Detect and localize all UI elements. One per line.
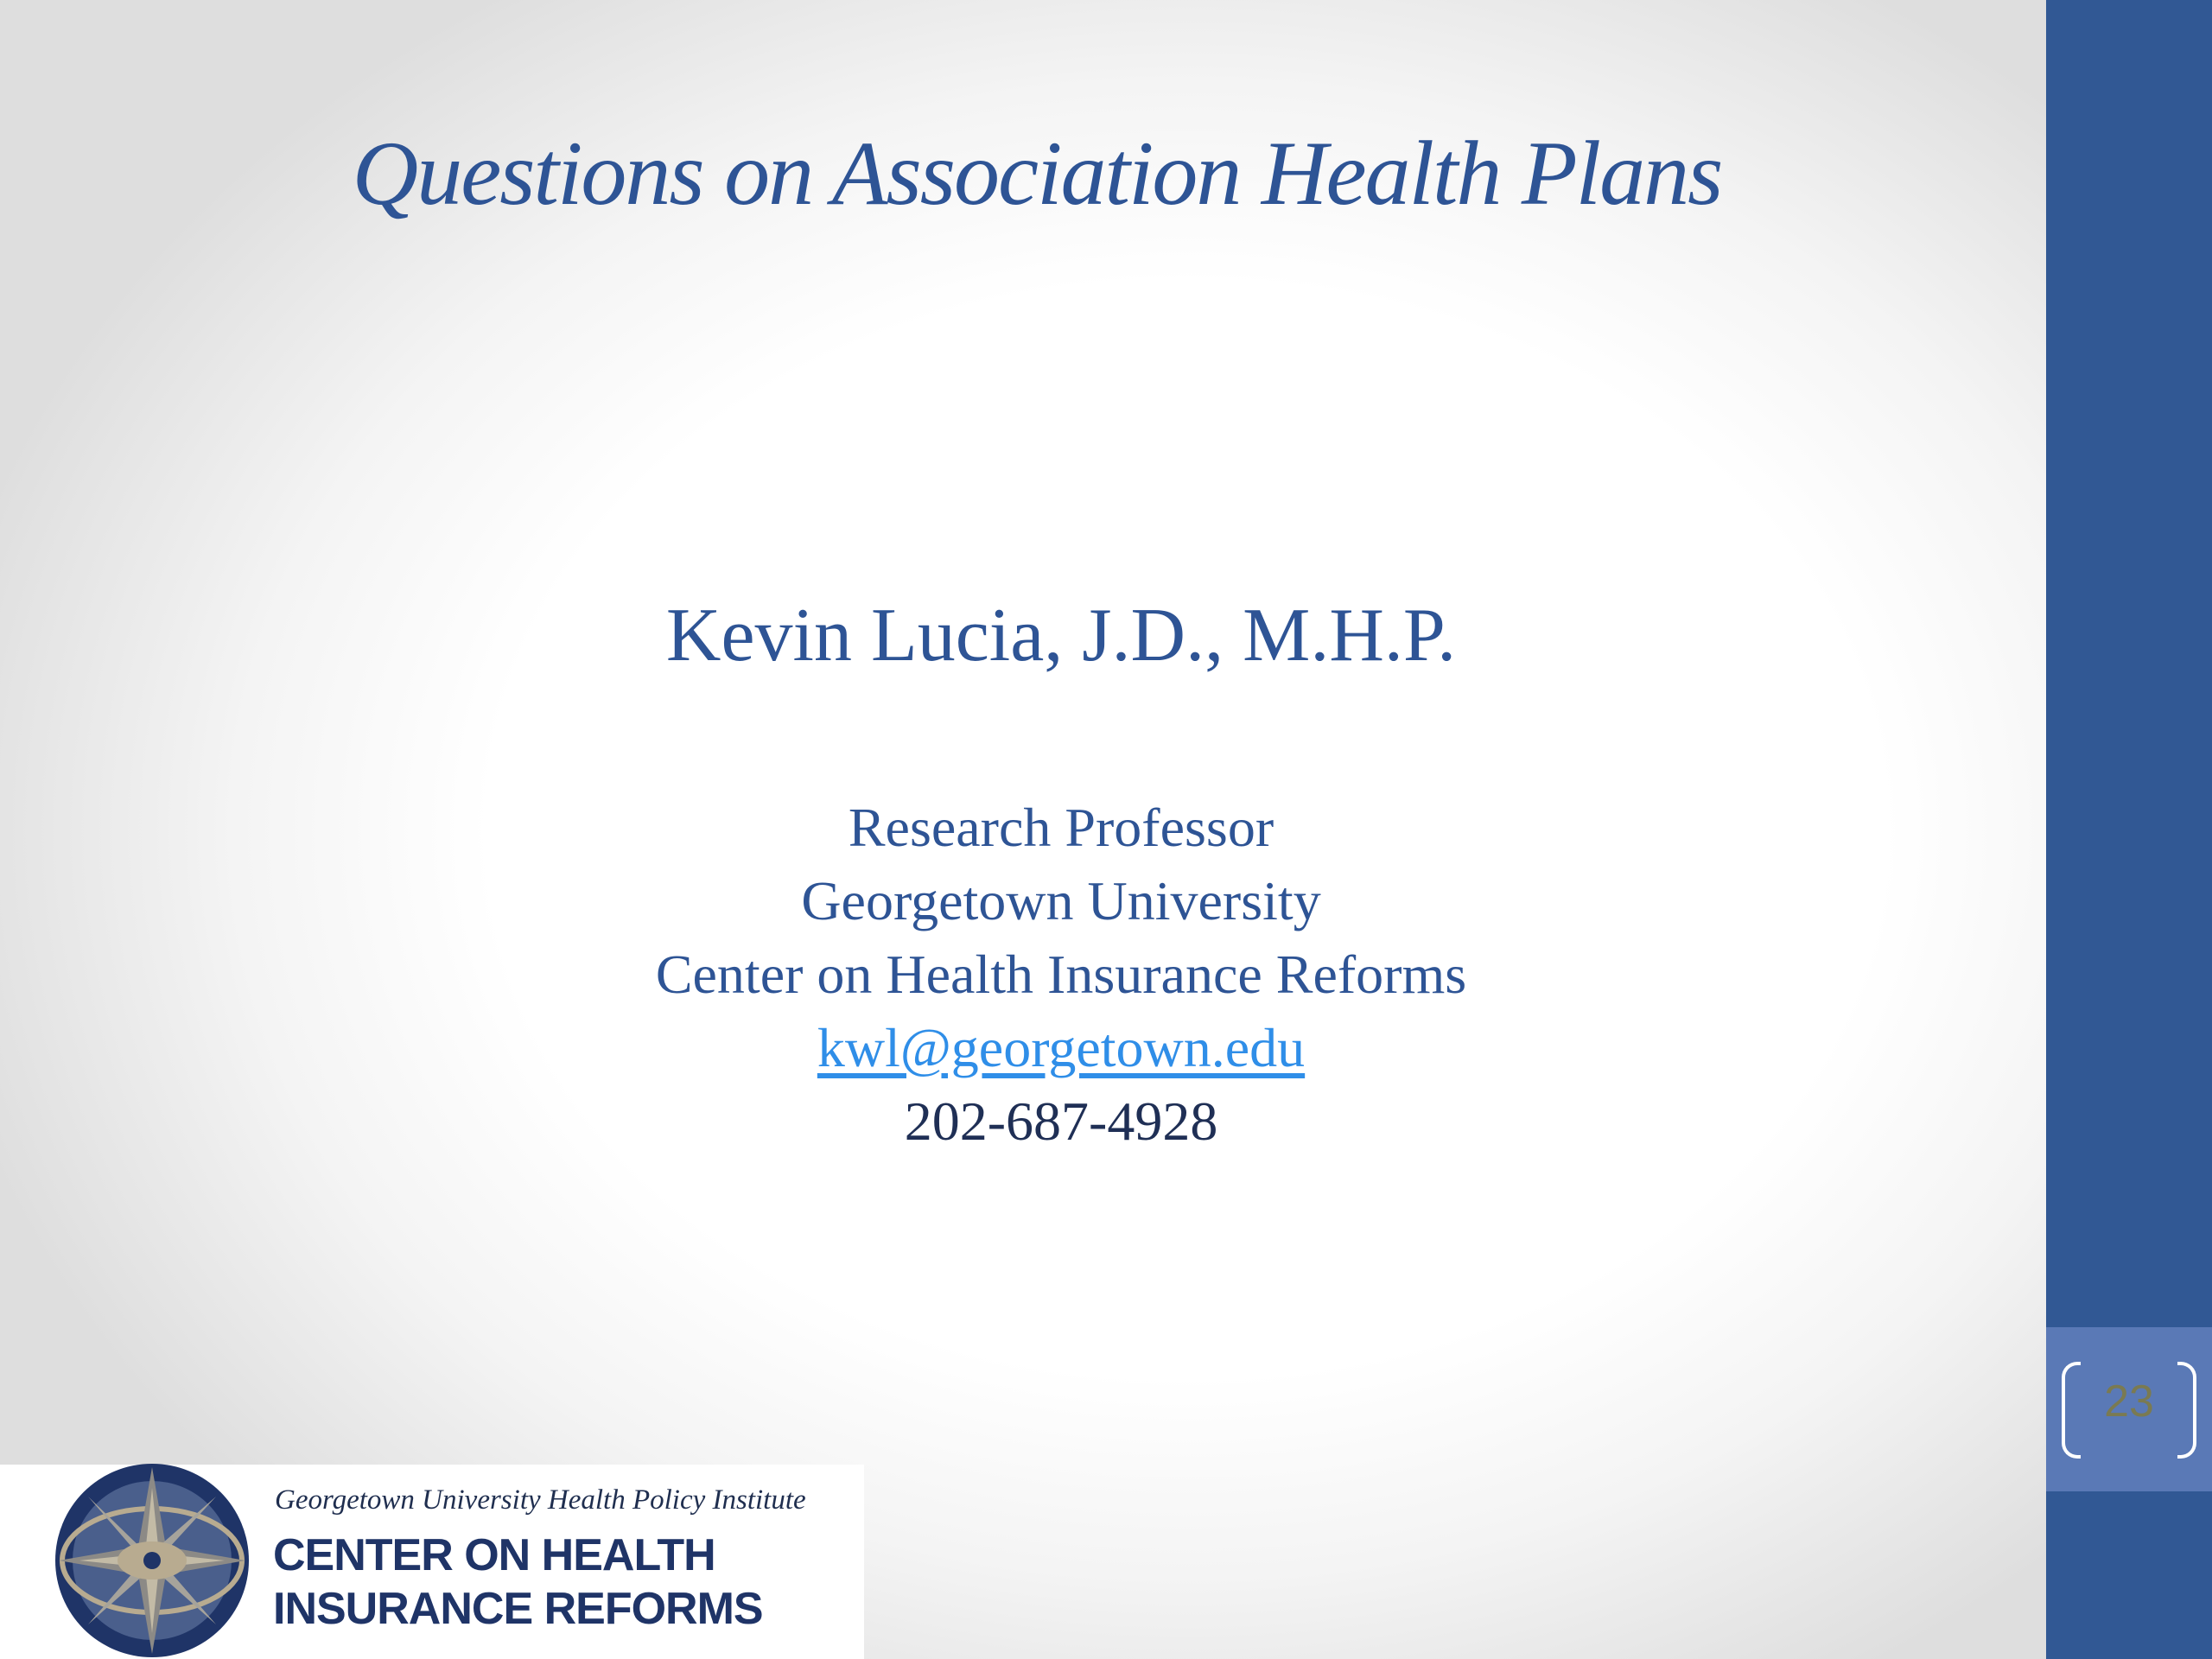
presenter-role: Research Professor [848,797,1274,858]
page-number: 23 [2104,1376,2154,1427]
logo-institute: Georgetown University Health Policy Institute [275,1484,806,1516]
presenter-name: Kevin Lucia, J.D., M.H.P. [665,594,1457,677]
presenter-university: Georgetown University [801,870,1321,931]
presenter-email-link[interactable]: kwl@georgetown.edu [817,1017,1306,1078]
slide-title: Questions on Association Health Plans [352,123,1722,224]
compass-rose-icon [52,1462,252,1659]
presenter-phone: 202-687-4928 [904,1090,1218,1152]
logo-line-1: CENTER ON HEALTH [273,1530,715,1580]
page-number-box [2046,1327,2212,1491]
logo-line-2: INSURANCE REFORMS [273,1584,763,1634]
presenter-center: Center on Health Insurance Reforms [655,944,1467,1005]
presenter-info [0,791,2046,1158]
